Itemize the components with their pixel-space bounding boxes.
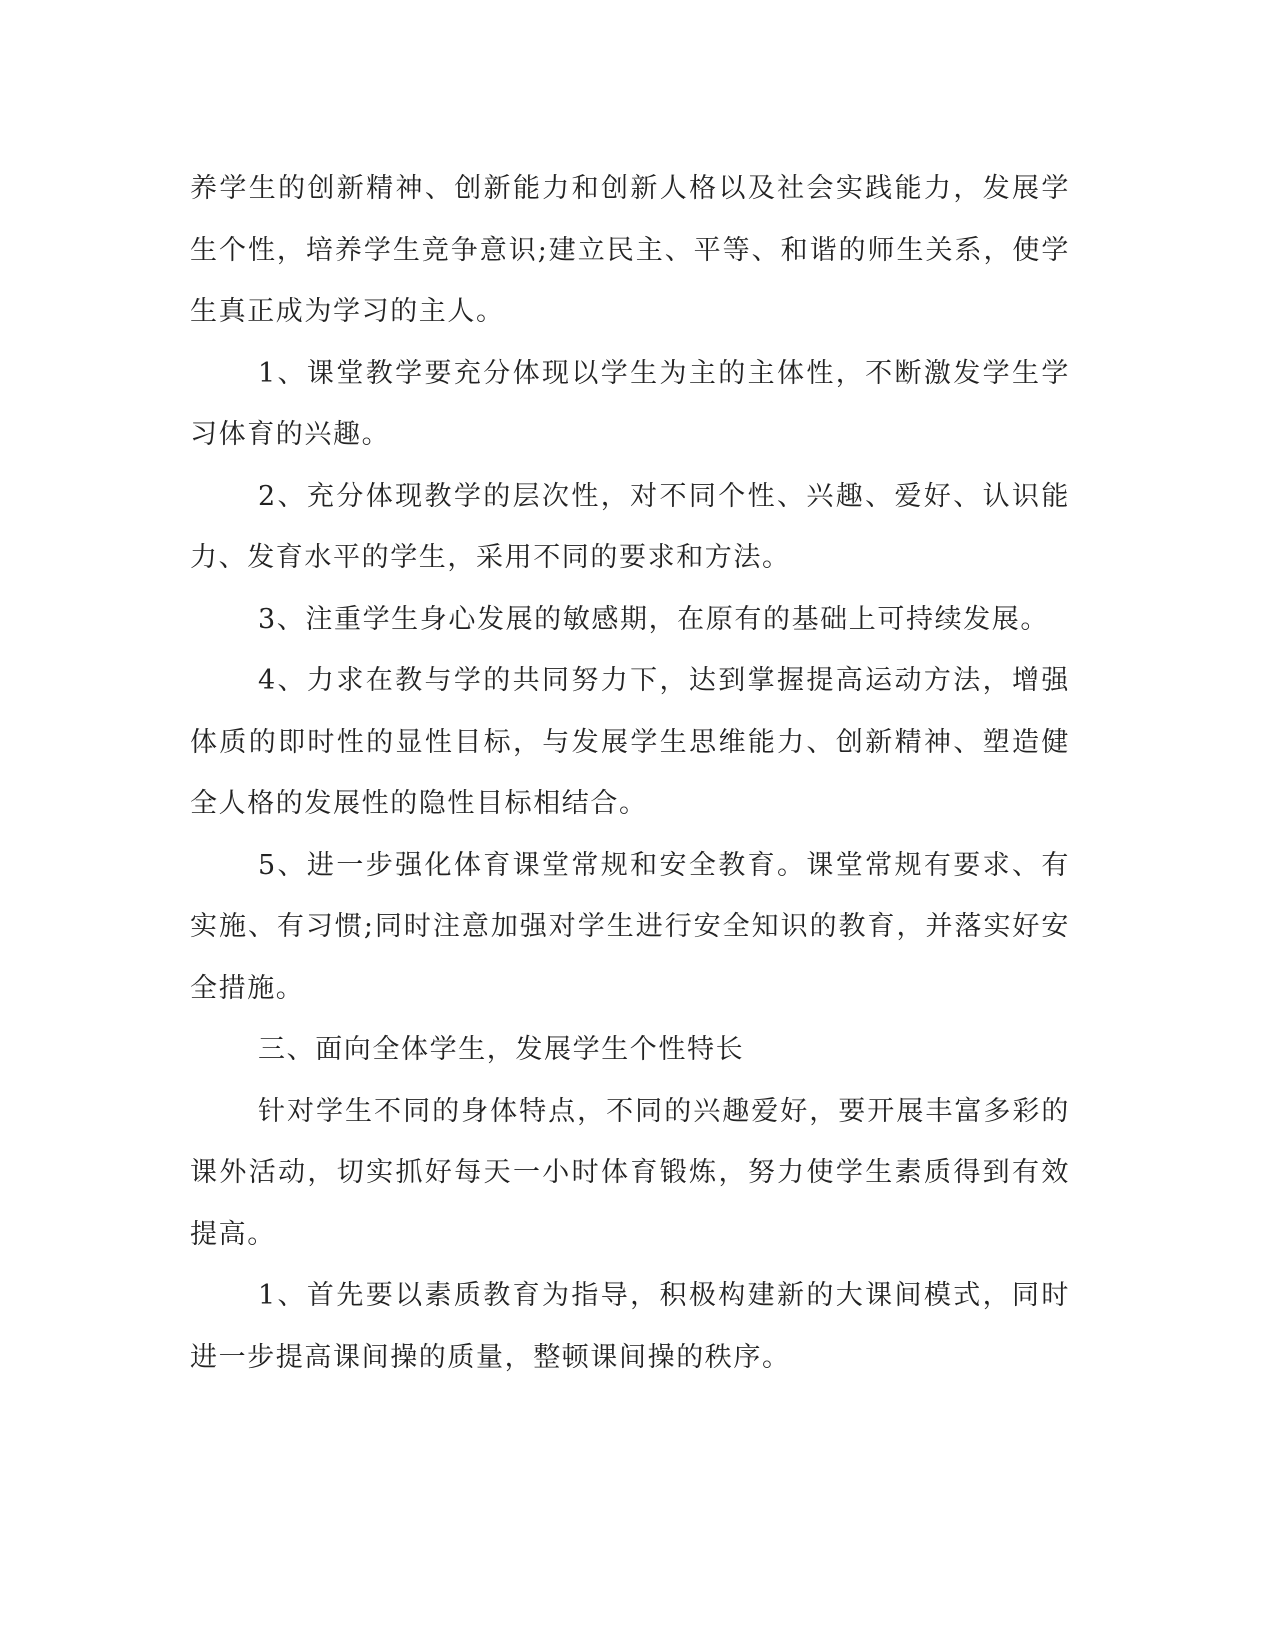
paragraph-item-2: 2、充分体现教学的层次性，对不同个性、兴趣、爱好、认识能力、发育水平的学生，采用不同的要求和方法。 (190, 480, 1070, 573)
paragraph-item-5: 5、进一步强化体育课堂常规和安全教育。课堂常规有要求、有实施、有习惯;同时注意加强对学生进行安全知识的教育，并落实好安全措施。 (190, 849, 1070, 1004)
section-heading-3: 三、面向全体学生，发展学生个性特长 (258, 1034, 745, 1065)
paragraph-item-1: 1、课堂教学要充分体现以学生为主的主体性，不断激发学生学习体育的兴趣。 (190, 357, 1070, 450)
paragraph-continuation: 养学生的创新精神、创新能力和创新人格以及社会实践能力，发展学生个性，培养学生竞争意识;建立民主、平等、和谐的师生关系，使学生真正成为学习的主人。 (190, 173, 1070, 327)
paragraph-item-4: 4、力求在教与学的共同努力下，达到掌握提高运动方法，增强体质的即时性的显性目标，与发展学生思维能力、创新精神、塑造健全人格的发展性的隐性目标相结合。 (190, 665, 1070, 819)
paragraph-section-intro: 针对学生不同的身体特点，不同的兴趣爱好，要开展丰富多彩的课外活动，切实抓好每天一小时体育锻炼，努力使学生素质得到有效提高。 (190, 1095, 1070, 1250)
paragraph-section-item-1: 1、首先要以素质教育为指导，积极构建新的大课间模式，同时进一步提高课间操的质量，整顿课间操的秩序。 (190, 1280, 1070, 1373)
paragraph-item-3: 3、注重学生身心发展的敏感期，在原有的基础上可持续发展。 (258, 603, 1049, 635)
document-body (190, 158, 1070, 1388)
